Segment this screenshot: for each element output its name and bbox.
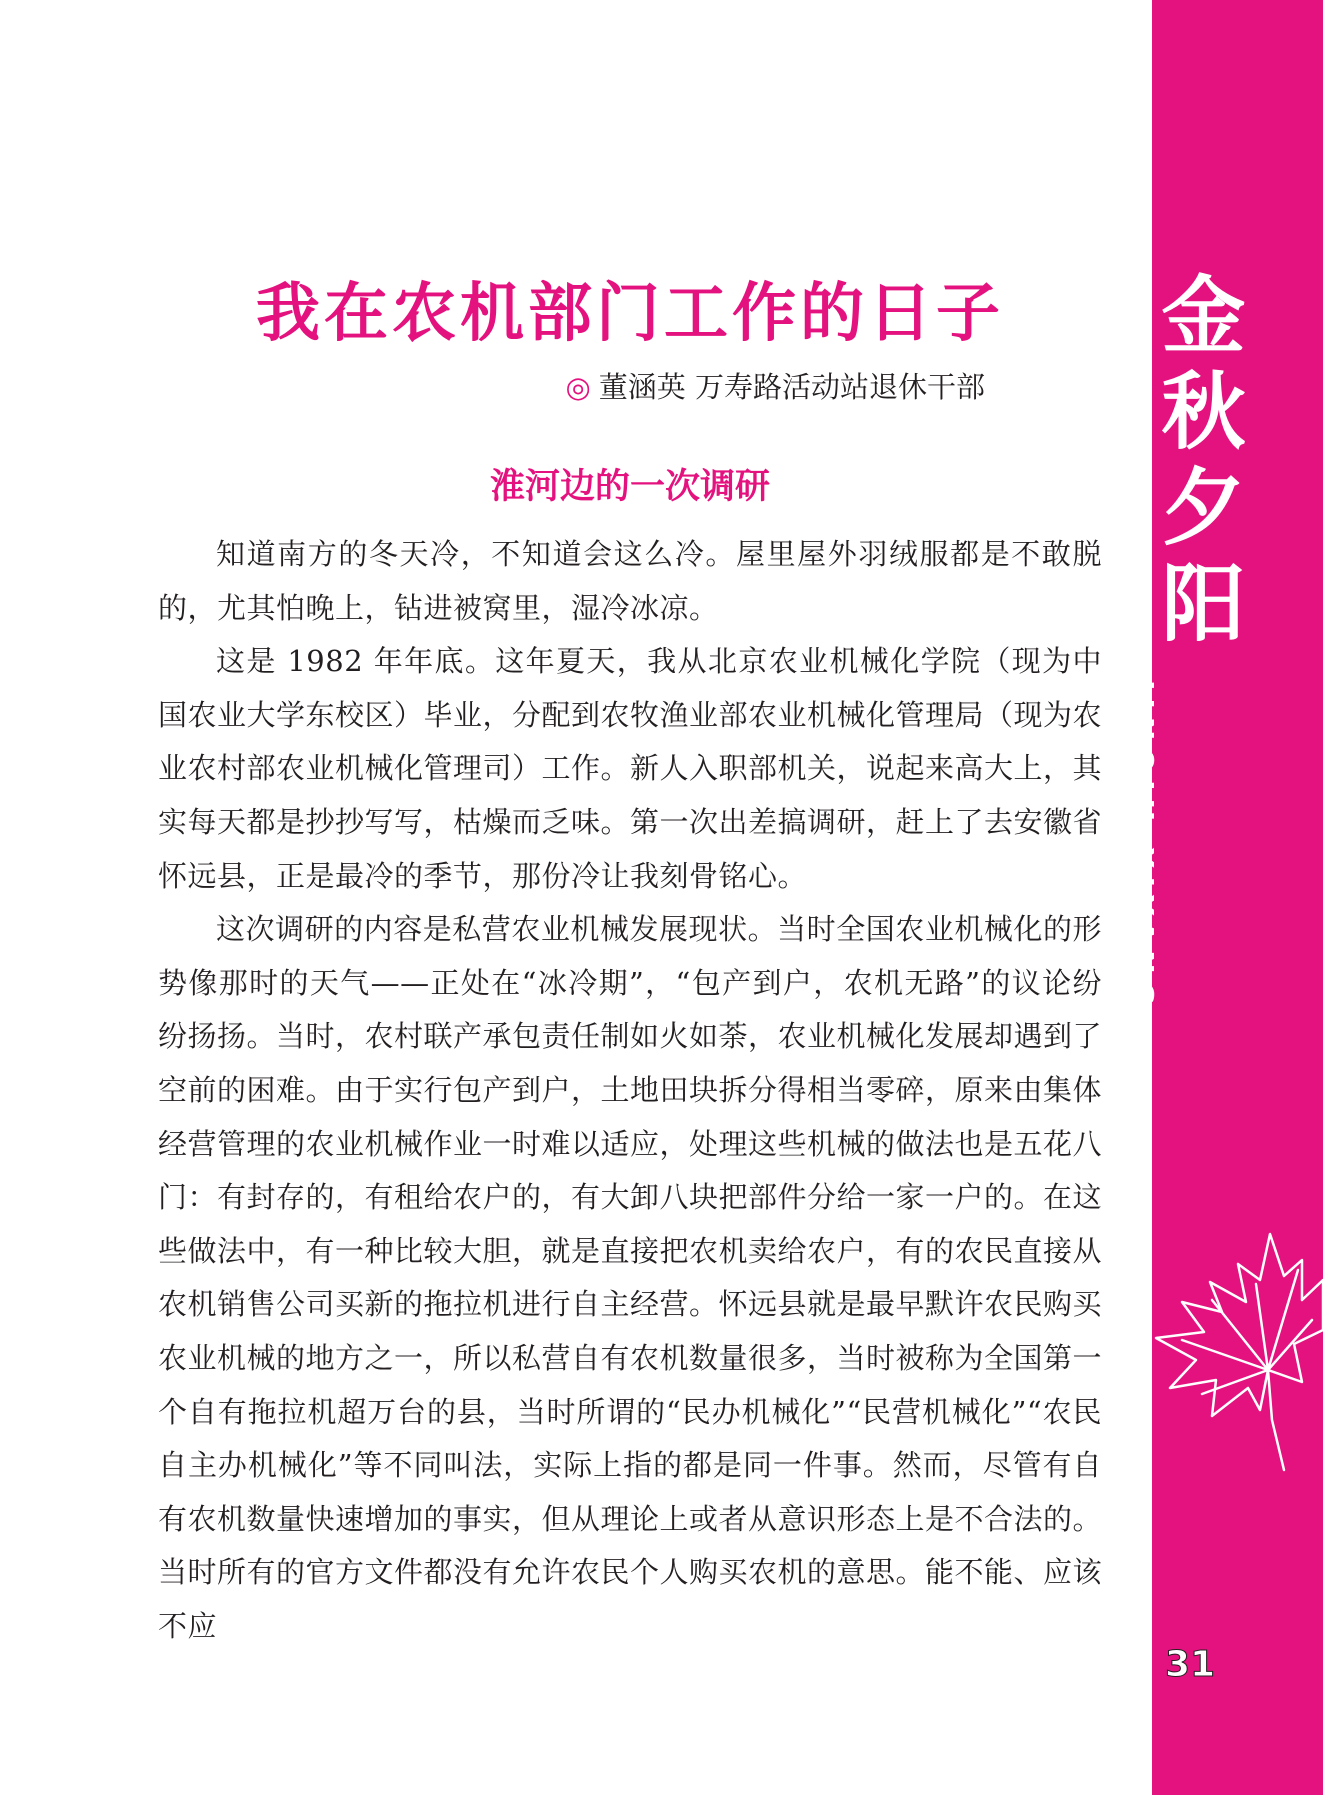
column-title-char: 阳 [1161, 555, 1246, 653]
section-title: 淮河边的一次调研 [489, 467, 770, 507]
byline-mark: ◎ [565, 370, 591, 404]
page-number: 31 [1164, 1644, 1216, 1685]
byline [520, 365, 985, 406]
paragraph: 知道南方的冬天冷，不知道会这么冷。屋里屋外羽绒服都是不敢脱的，尤其怕晚上，钻进被窝里，湿冷冰凉。 [158, 537, 1102, 625]
paragraph: 这次调研的内容是私营农业机械发展现状。当时全国农业机械化的形势像那时的天气——正处在“冰冷期”，“包产到户，农机无路”的议论纷纷扬扬。当时，农村联产承包责任制如火如荼，农业机械化发展却遇到了空前的困难。由于实行包产到户，土地田块拆分得相当零碎，原来由集体经营管理的农业机械作业一时难以适应，处理这些机械的做法也是五花八门：有封存的，有租给农户的，有大卸八块把部件分给一家一户的。在这些做法中，有一种比较大胆，就是直接把农机卖给农户，有的农民直接从农机销售公司买新的拖拉机进行自主经营。怀远县就是最早默许农民购买农业机械的地方之一，所以私营自有农机数量很多，当时被称为全国第一个自有拖拉机超万台的县，当时所谓的“民办机械化”“民营机械化”“农民自主办机械化”等不同叫法，实际上指的都是同一件事。然而，尽管有自有农机数量快速增加的事实，但从理论上或者从意识形态上是不合法的。当时所有的官方文件都没有允许农民个人购买农机的意思。能不能、应该不应 [158, 912, 1103, 1643]
column-title-char: 夕 [1161, 459, 1246, 557]
column-title-char: 秋 [1161, 363, 1246, 461]
column-title-char: 金 [1161, 267, 1246, 365]
paragraph: 这是 1982 年年底。这年夏天，我从北京农业机械化学院（现为中国农业大学东校区）毕业，分配到农牧渔业部农业机械化管理局（现为农业农村部农业机械化管理司）工作。新人入职部机关，说起来高大上，其实每天都是抄抄写写，枯燥而乏味。第一次出差搞调研，赶上了去安徽省怀远县，正是最冷的季节，那份冷让我刻骨铭心。 [158, 644, 1103, 893]
byline-text: 董涵英 万寿路活动站退休干部 [598, 370, 985, 404]
column-title [1152, 268, 1255, 652]
article-body [158, 528, 1102, 1653]
column-pinyin: JINQIU XIYANG [1127, 680, 1160, 1013]
article-title: 我在农机部门工作的日子 [256, 276, 1004, 351]
maple-leaf-icon [1152, 1220, 1323, 1480]
